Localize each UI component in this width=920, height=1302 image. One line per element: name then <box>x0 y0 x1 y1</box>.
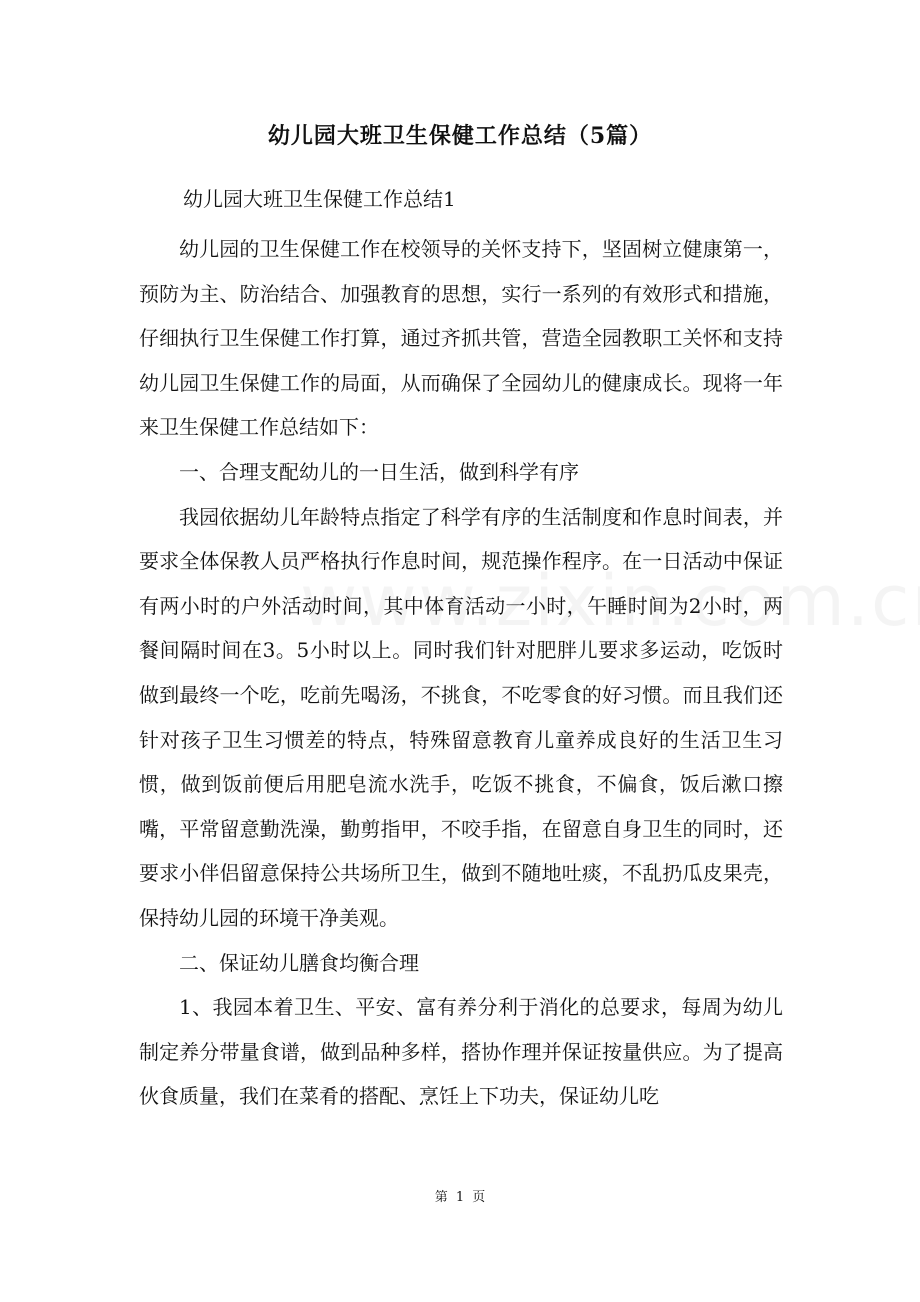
section-subtitle: 幼儿园大班卫生保健工作总结1 <box>183 187 456 211</box>
section-heading-1: 一、合理支配幼儿的一日生活，做到科学有序 <box>179 459 579 484</box>
paragraph-daily-life: 我园依据幼儿年龄特点指定了科学有序的生活制度和作息时间表，并要求全体保教人员严格执行作息时间，规范操作程序。在一日活动中保证有两小时的户外活动时间，其中体育活动一小时，午睡时间为2小时，两餐间隔时间在3。5小时以上。同时我们针对肥胖儿要求多运动，吃饭时做到最终一个吃，吃前先喝汤，不挑食，不吃零食的好习惯。而且我们还针对孩子卫生习惯差的特点，特殊留意教育儿童养成良好的生活卫生习惯，做到饭前便后用肥皂流水洗手，吃饭不挑食，不偏食，饭后漱口擦嘴，平常留意勤洗澡，勤剪指甲，不咬手指，在留意自身卫生的同时，还要求小伴侣留意保持公共场所卫生，做到不随地吐痰，不乱扔瓜皮果壳，保持幼儿园的环境干净美观。 <box>139 504 783 930</box>
paragraph-diet: 1、我园本着卫生、平安、富有养分利于消化的总要求，每周为幼儿制定养分带量食谱，做到品种多样，搭协作理并保证按量供应。为了提高伙食质量，我们在菜肴的搭配、烹饪上下功夫，保证幼儿吃 <box>139 995 783 1109</box>
document-title: 幼儿园大班卫生保健工作总结（5篇） <box>267 123 653 149</box>
page-number-footer: 第 1 页 <box>434 1190 486 1205</box>
section-heading-2: 二、保证幼儿膳食均衡合理 <box>179 950 419 975</box>
paragraph-intro: 幼儿园的卫生保健工作在校领导的关怀支持下，坚固树立健康第一，预防为主、防治结合、加强教育的思想，实行一系列的有效形式和措施，仔细执行卫生保健工作打算，通过齐抓共管，营造全园教职工关怀和支持幼儿园卫生保健工作的局面，从而确保了全园幼儿的健康成长。现将一年来卫生保健工作总结如下： <box>139 237 783 440</box>
document-body <box>139 227 783 1119</box>
